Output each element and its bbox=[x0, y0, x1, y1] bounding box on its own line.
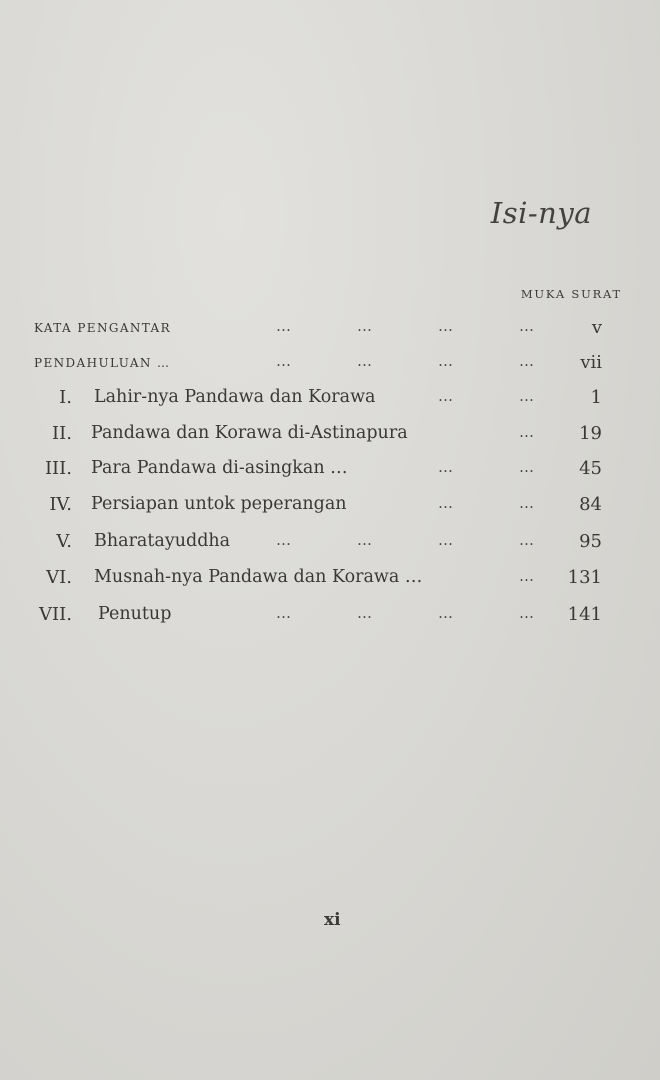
toc-leader: … bbox=[438, 458, 454, 476]
toc-leader: … bbox=[357, 352, 373, 370]
toc-entry-kata-pengantar bbox=[0, 317, 660, 347]
toc-entry-title: KATA PENGANTAR bbox=[34, 321, 172, 335]
toc-leader: … bbox=[438, 604, 454, 622]
toc-entry-chapter-7 bbox=[0, 604, 660, 634]
toc-leader: … bbox=[276, 352, 292, 370]
toc-entry-chapter-4 bbox=[0, 494, 660, 524]
toc-leader: … bbox=[276, 317, 292, 335]
toc-entry-number: I. bbox=[59, 387, 72, 408]
toc-entry-number: VI. bbox=[46, 567, 72, 588]
page-number: xi bbox=[324, 910, 341, 930]
toc-entry-page: 131 bbox=[567, 567, 602, 588]
toc-leader: … bbox=[438, 494, 454, 512]
toc-leader: … bbox=[276, 604, 292, 622]
toc-leader: … bbox=[519, 317, 535, 335]
toc-entry-title: Pandawa dan Korawa di-Astinapura bbox=[91, 423, 408, 443]
toc-leader: … bbox=[357, 604, 373, 622]
toc-entry-number: III. bbox=[44, 458, 72, 479]
toc-entry-number: VII. bbox=[39, 604, 72, 625]
toc-leader: … bbox=[519, 604, 535, 622]
toc-entry-page: 45 bbox=[579, 458, 602, 479]
toc-entry-title: Bharatayuddha bbox=[94, 531, 231, 551]
toc-entry-title: Lahir-nya Pandawa dan Korawa bbox=[94, 387, 376, 407]
toc-entry-chapter-1 bbox=[0, 387, 660, 417]
toc-entry-title: Musnah-nya Pandawa dan Korawa … bbox=[94, 567, 423, 587]
toc-entry-title: Persiapan untok peperangan bbox=[91, 494, 347, 514]
toc-leader: … bbox=[519, 387, 535, 405]
toc-entry-title: Penutup bbox=[98, 604, 172, 624]
toc-leader: … bbox=[438, 531, 454, 549]
toc-leader: … bbox=[519, 531, 535, 549]
toc-leader: … bbox=[438, 317, 454, 335]
toc-entry-number: V. bbox=[56, 531, 72, 552]
toc-leader: … bbox=[519, 567, 535, 585]
toc-entry-page: 84 bbox=[579, 494, 602, 515]
page-title: Isi-nya bbox=[490, 196, 592, 230]
toc-leader: … bbox=[519, 458, 535, 476]
toc-entry-page: v bbox=[591, 317, 602, 338]
toc-leader: … bbox=[438, 387, 454, 405]
toc-entry-page: 19 bbox=[579, 423, 602, 444]
column-header-page: MUKA SURAT bbox=[520, 287, 622, 301]
toc-leader: … bbox=[519, 352, 535, 370]
toc-entry-page: 141 bbox=[567, 604, 602, 625]
toc-entry-page: 1 bbox=[590, 387, 602, 408]
toc-entry-chapter-5 bbox=[0, 531, 660, 561]
toc-entry-chapter-6 bbox=[0, 567, 660, 597]
toc-entry-number: IV. bbox=[49, 494, 72, 515]
toc-entry-pendahuluan bbox=[0, 352, 660, 382]
toc-entry-chapter-3 bbox=[0, 458, 660, 488]
toc-leader: … bbox=[276, 531, 292, 549]
toc-entry-number: II. bbox=[52, 423, 72, 444]
toc-leader: … bbox=[357, 317, 373, 335]
toc-leader: … bbox=[519, 494, 535, 512]
toc-leader: … bbox=[357, 531, 373, 549]
toc-entry-page: vii bbox=[580, 352, 602, 373]
toc-entry-title: PENDAHULUAN … bbox=[34, 356, 171, 370]
toc-leader: … bbox=[438, 352, 454, 370]
toc-entry-chapter-2 bbox=[0, 423, 660, 453]
toc-entry-page: 95 bbox=[579, 531, 602, 552]
toc-entry-title: Para Pandawa di-asingkan … bbox=[91, 458, 348, 478]
toc-leader: … bbox=[519, 423, 535, 441]
